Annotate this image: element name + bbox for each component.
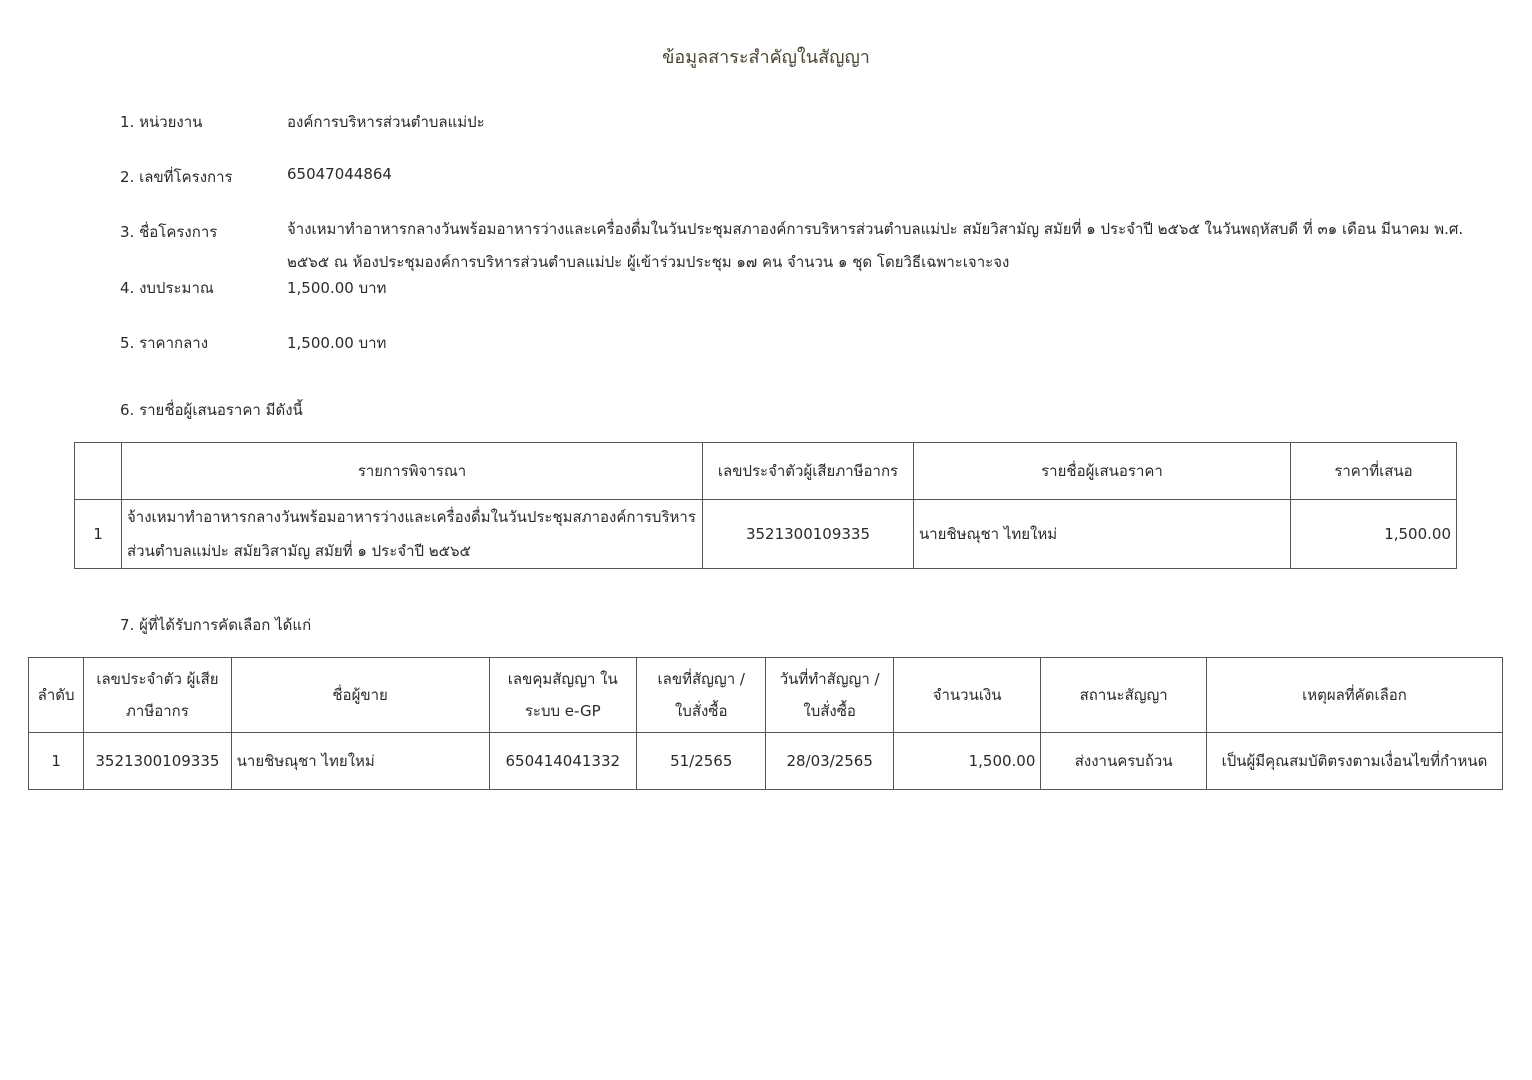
- cell-bidder: นายชิษณุชา ไทยใหม่: [914, 500, 1291, 569]
- header-seller: ชื่อผู้ขาย: [231, 658, 489, 733]
- header-price: ราคาที่เสนอ: [1291, 443, 1457, 500]
- field-label: 2. เลขที่โครงการ: [120, 168, 233, 186]
- header-status: สถานะสัญญา: [1041, 658, 1207, 733]
- cell-contract-no: 51/2565: [637, 733, 766, 790]
- section-bidders-label: 6. รายชื่อผู้เสนอราคา มีดังนี้: [120, 401, 303, 419]
- header-tax-id: เลขประจำตัวผู้เสียภาษีอากร: [703, 443, 914, 500]
- cell-reason: เป็นผู้มีคุณสมบัติตรงตามเงื่อนไขที่กำหนด: [1206, 733, 1502, 790]
- field-label: 3. ชื่อโครงการ: [120, 223, 218, 241]
- cell-item: จ้างเหมาทำอาหารกลางวันพร้อมอาหารว่างและเครื่องดื่มในวันประชุมสภาองค์การบริหารส่วนตำบลแม่ปะ สมัยวิสามัญ สมัยที่ ๑ ประจำปี ๒๕๖๕: [122, 500, 703, 569]
- cell-seller: นายชิษณุชา ไทยใหม่: [231, 733, 489, 790]
- field-value: 1,500.00 บาท: [287, 334, 387, 352]
- cell-egp-no: 650414041332: [489, 733, 637, 790]
- winners-table: [28, 657, 1503, 790]
- cell-tax-id: 3521300109335: [703, 500, 914, 569]
- header-tax-id: เลขประจำตัว ผู้เสียภาษีอากร: [84, 658, 232, 733]
- header-contract-no: เลขที่สัญญา / ใบสั่งซื้อ: [637, 658, 766, 733]
- field-value: 65047044864: [287, 165, 392, 183]
- cell-no: 1: [29, 733, 84, 790]
- field-label: 4. งบประมาณ: [120, 279, 214, 297]
- bidders-table: [74, 442, 1457, 569]
- field-label: 1. หน่วยงาน: [120, 113, 203, 131]
- cell-tax-id: 3521300109335: [84, 733, 232, 790]
- cell-amount: 1,500.00: [893, 733, 1041, 790]
- field-value: จ้างเหมาทำอาหารกลางวันพร้อมอาหารว่างและเครื่องดื่มในวันประชุมสภาองค์การบริหารส่วนตำบลแม่ปะ สมัยวิสามัญ สมัยที่ ๑ ประจำปี ๒๕๖๕ ในวันพฤหัสบดี ที่ ๓๑ เดือน มีนาคม พ.ศ. ๒๕๖๕ ณ ห้องประชุมองค์การบริหารส่วนตำบลแม่ปะ ผู้เข้าร่วมประชุม ๑๗ คน จำนวน ๑ ชุด โดยวิธีเฉพาะเจาะจง: [287, 220, 1464, 271]
- field-label: 5. ราคากลาง: [120, 334, 209, 352]
- header-no: ลำดับ: [29, 658, 84, 733]
- field-value: องค์การบริหารส่วนตำบลแม่ปะ: [287, 113, 485, 131]
- table-row: [75, 500, 1457, 569]
- field-value: 1,500.00 บาท: [287, 279, 387, 297]
- header-amount: จำนวนเงิน: [893, 658, 1041, 733]
- cell-contract-date: 28/03/2565: [766, 733, 893, 790]
- table-header-row: [29, 658, 1503, 733]
- cell-no: 1: [75, 500, 122, 569]
- header-contract-date: วันที่ทำสัญญา / ใบสั่งซื้อ: [766, 658, 893, 733]
- header-reason: เหตุผลที่คัดเลือก: [1206, 658, 1502, 733]
- cell-status: ส่งงานครบถ้วน: [1041, 733, 1207, 790]
- table-header-row: [75, 443, 1457, 500]
- section-winners-label: 7. ผู้ที่ได้รับการคัดเลือก ได้แก่: [120, 616, 312, 634]
- table-row: [29, 733, 1503, 790]
- header-egp-no: เลขคุมสัญญา ในระบบ e-GP: [489, 658, 637, 733]
- document-title: ข้อมูลสาระสำคัญในสัญญา: [662, 47, 870, 68]
- header-item: รายการพิจารณา: [122, 443, 703, 500]
- header-no: [75, 443, 122, 500]
- header-bidder: รายชื่อผู้เสนอราคา: [914, 443, 1291, 500]
- cell-price: 1,500.00: [1291, 500, 1457, 569]
